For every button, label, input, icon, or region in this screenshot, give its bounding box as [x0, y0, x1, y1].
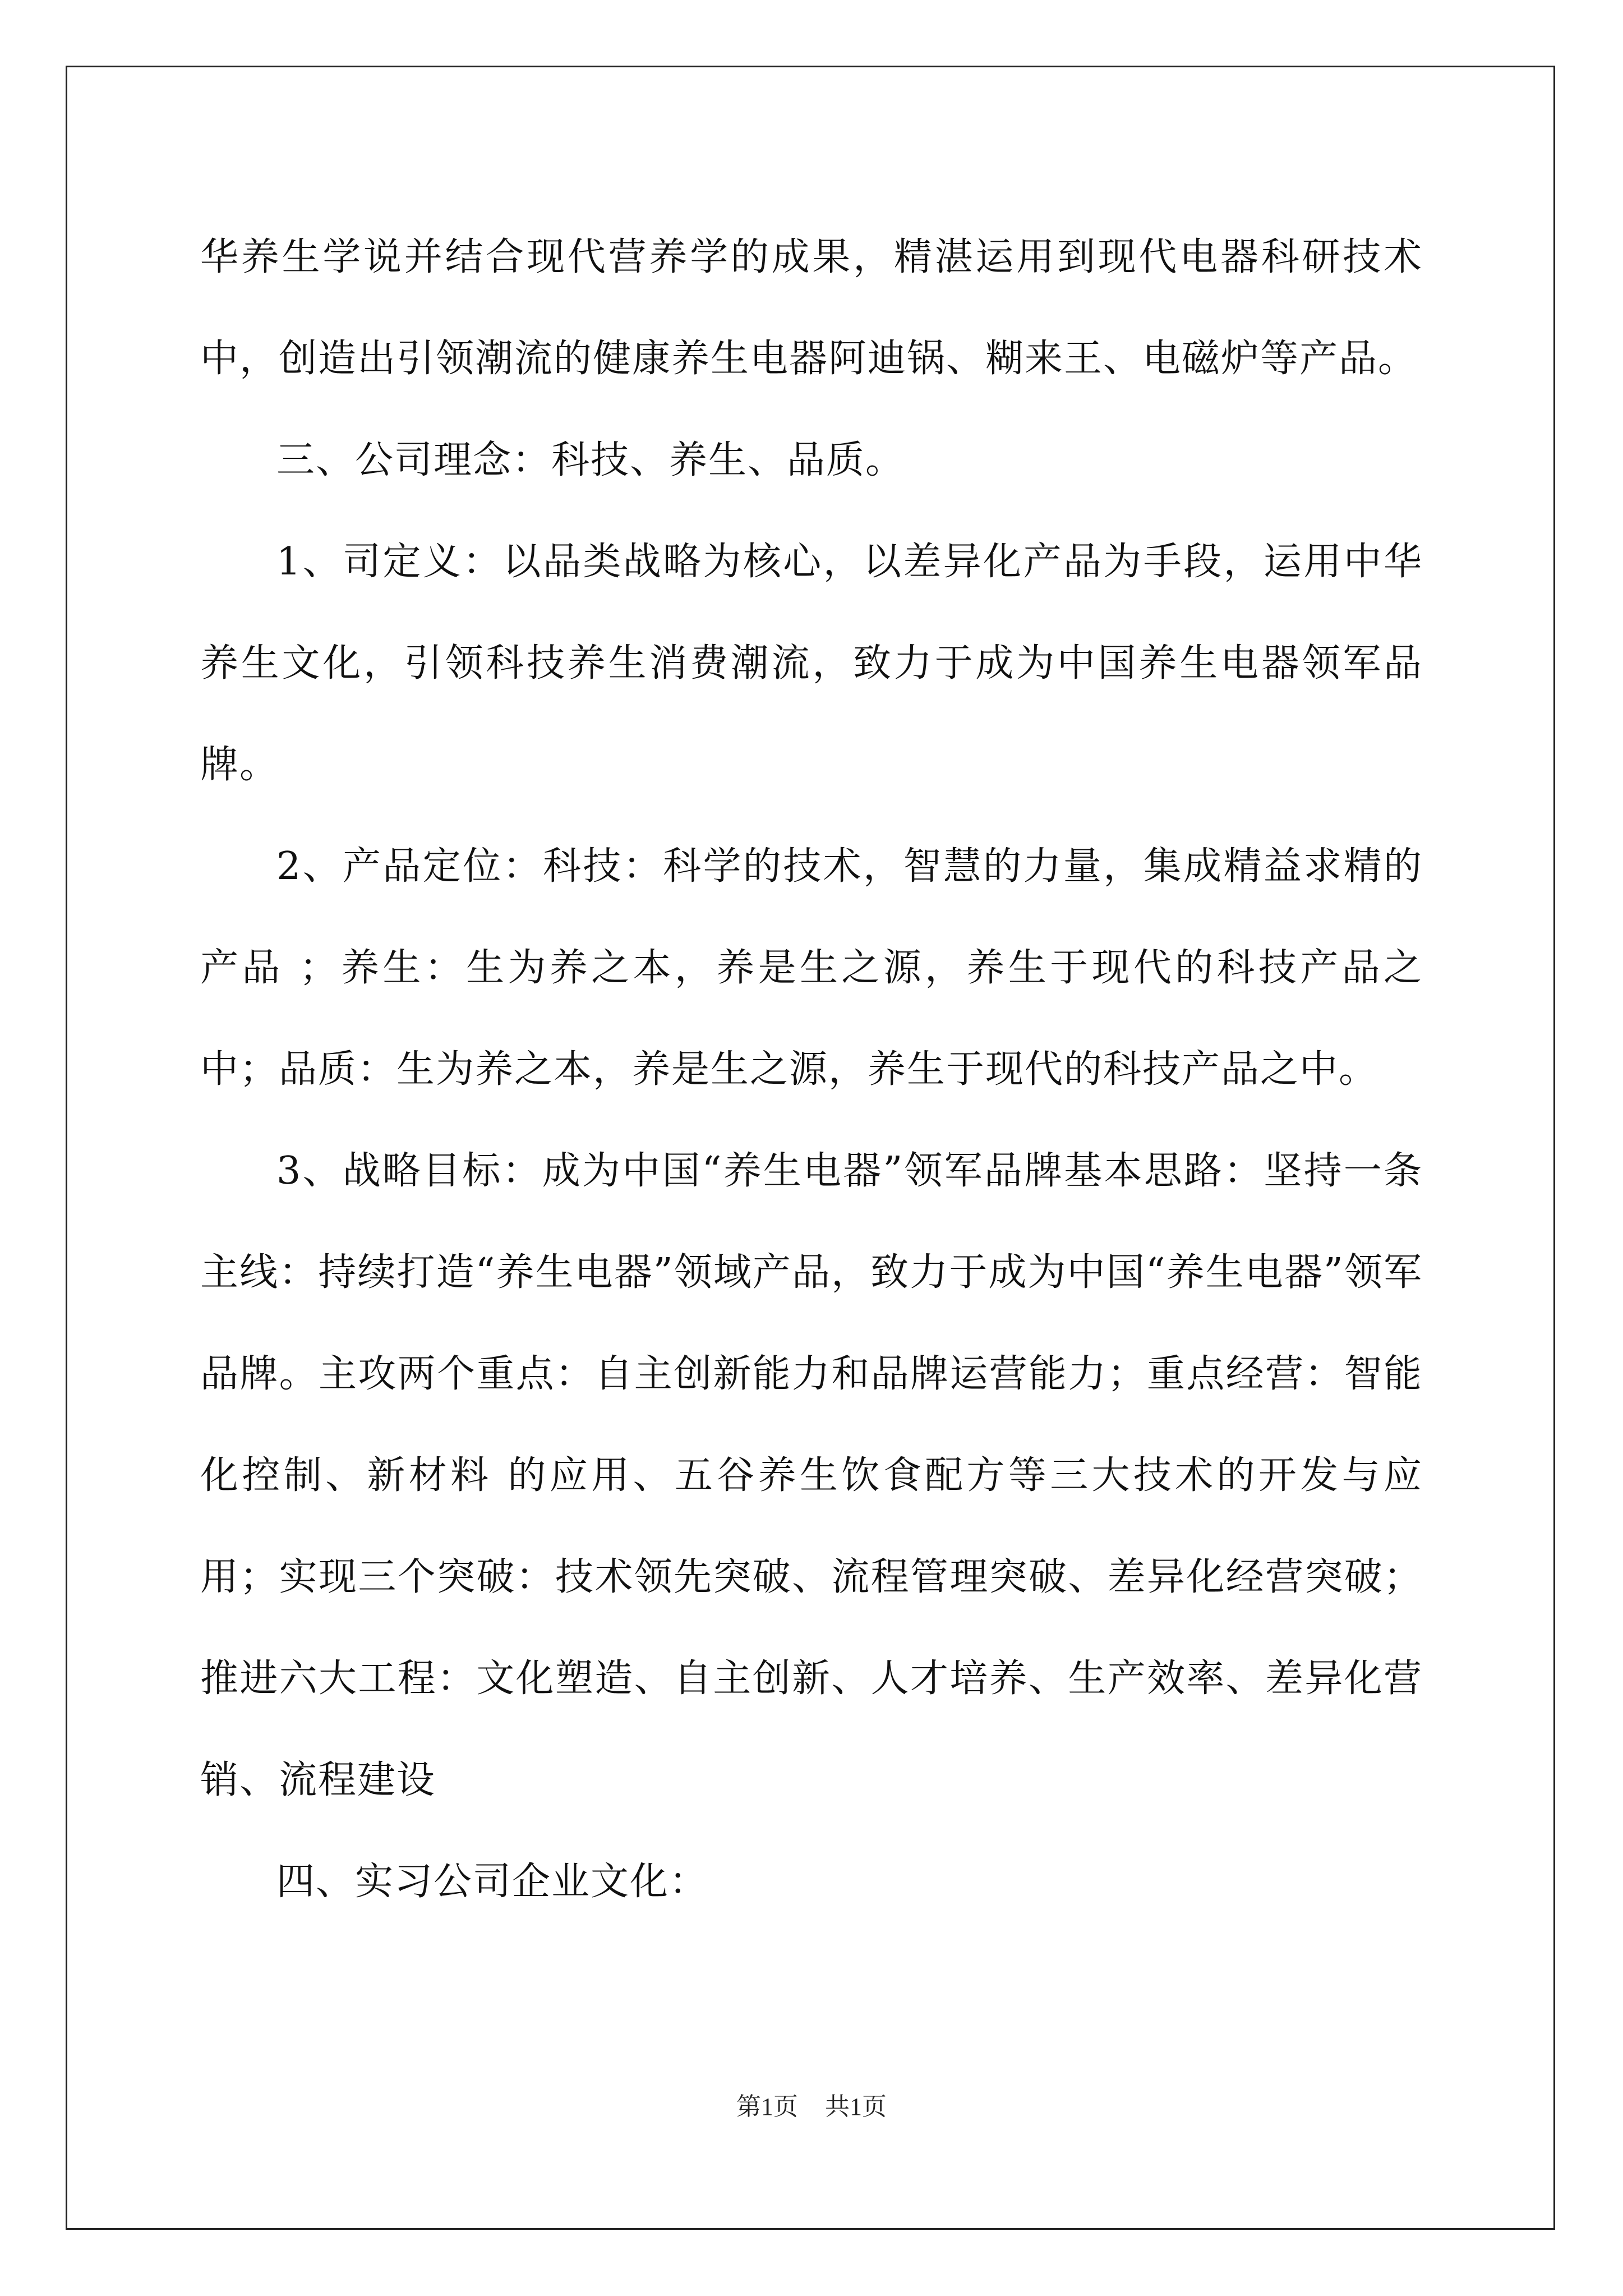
page-footer: [0, 2090, 1623, 2124]
paragraph: 1、司定义：以品类战略为核心，以差异化产品为手段，运用中华养生文化，引领科技养生消费潮流，致力于成为中国养生电器领军品牌。: [200, 540, 1423, 787]
document-body: [200, 206, 1423, 1932]
paragraph: 3、战略目标：成为中国“养生电器”领军品牌基本思路：坚持一条主线：持续打造“养生电器”领域产品，致力于成为中国“养生电器”领军品牌。主攻两个重点：自主创新能力和品牌运营能力；重点经营：智能化控制、新材料 的应用、五谷养生饮食配方等三大技术的开发与应用；实现三个突破：技术领先突破、流程管理突破、差异化经营突破；推进六大工程：文化塑造、自主创新、人才培养、生产效率、差异化营销、流程建设: [200, 1149, 1423, 1802]
paragraph: 2、产品定位：科技：科学的技术，智慧的力量，集成精益求精的产品 ；养生：生为养之本，养是生之源，养生于现代的科技产品之中；品质：生为养之本，养是生之源，养生于现代的科技产品之中。: [200, 844, 1423, 1092]
page-number: 第1页: [736, 2093, 798, 2120]
paragraph: 华养生学说并结合现代营养学的成果，精湛运用到现代电器科研技术中，创造出引领潮流的健康养生电器阿迪锅、糊来王、电磁炉等产品。: [200, 235, 1423, 381]
page-total: 共1页: [825, 2093, 887, 2120]
section-heading-philosophy: 三、公司理念：科技、养生、品质。: [276, 438, 905, 482]
section-heading-culture: 四、实习公司企业文化：: [276, 1860, 709, 1904]
